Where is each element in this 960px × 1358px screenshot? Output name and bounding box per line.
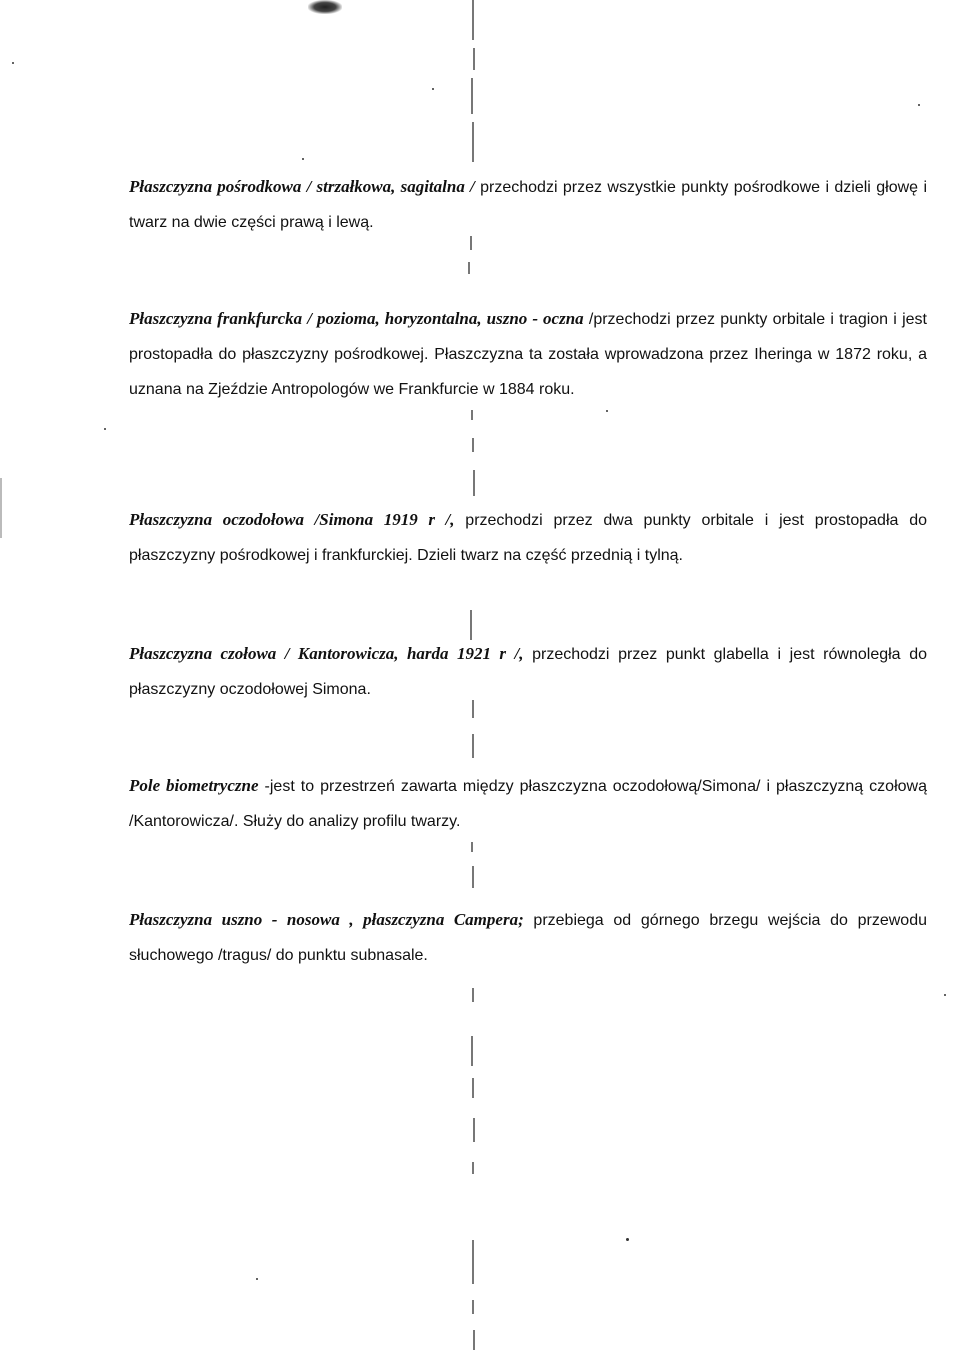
scan-speck [918, 104, 920, 106]
term-heading: Płaszczyzna pośrodkowa / strzałkowa, sagitalna / [129, 177, 475, 196]
term-heading: Płaszczyzna frankfurcka / pozioma, horyzontalna, uszno - oczna [129, 309, 584, 328]
paragraph-text: /przechodzi przez punkty orbitale i tragion i jest prostopadła do płaszczyzny pośrodkowej. Płaszczyzna ta została wprowadzona przez Iheringa w 1872 roku, a uznana na Zjeździe Antropologów we Frankfurcie w 1884 roku. [129, 311, 927, 398]
scan-speck [256, 1278, 258, 1280]
scan-speck [626, 1238, 629, 1241]
paragraph-text: przechodzi przez punkt glabella i jest równoległa do płaszczyzny oczodołowej Simona. [129, 646, 928, 698]
scan-speck [944, 994, 946, 996]
term-heading: Pole biometryczne [129, 776, 259, 795]
scan-speck [432, 88, 434, 90]
paragraph-midsagittal-plane [129, 170, 927, 240]
paragraph-text: -jest to przestrzeń zawarta między płaszczyzna oczodołową/Simona/ i płaszczyzną czołową /Kantorowicza/. Służy do analizy profilu twarzy. [129, 778, 927, 830]
scan-speck [12, 62, 14, 64]
scan-speck [104, 428, 106, 430]
paragraph-orbital-plane [129, 503, 927, 573]
scan-speck [302, 158, 304, 160]
paragraph-biometric-field [129, 769, 927, 839]
paragraph-frontal-plane [129, 637, 927, 707]
term-heading: Płaszczyzna oczodołowa /Simona 1919 r /, [129, 510, 455, 529]
scan-speck [606, 410, 608, 412]
paragraph-text: przechodzi przez wszystkie punkty pośrodkowe i dzieli głowę i twarz na dwie części prawą i lewą. [129, 179, 927, 231]
paragraph-frankfurt-plane [129, 302, 927, 407]
paragraph-text: przebiega od górnego brzegu wejścia do przewodu słuchowego /tragus/ do punktu subnasale. [129, 912, 927, 964]
paragraph-camper-plane [129, 903, 927, 973]
term-heading: Płaszczyzna uszno - nosowa , płaszczyzna Campera; [129, 910, 524, 929]
term-heading: Płaszczyzna czołowa / Kantorowicza, harda 1921 r /, [129, 644, 524, 663]
paragraph-text: przechodzi przez dwa punkty orbitale i jest prostopadła do płaszczyzny pośrodkowej i frankfurckiej. Dzieli twarz na część przednią i tylną. [129, 512, 928, 564]
scan-blot [308, 0, 342, 14]
scan-edge-mark [0, 478, 2, 538]
